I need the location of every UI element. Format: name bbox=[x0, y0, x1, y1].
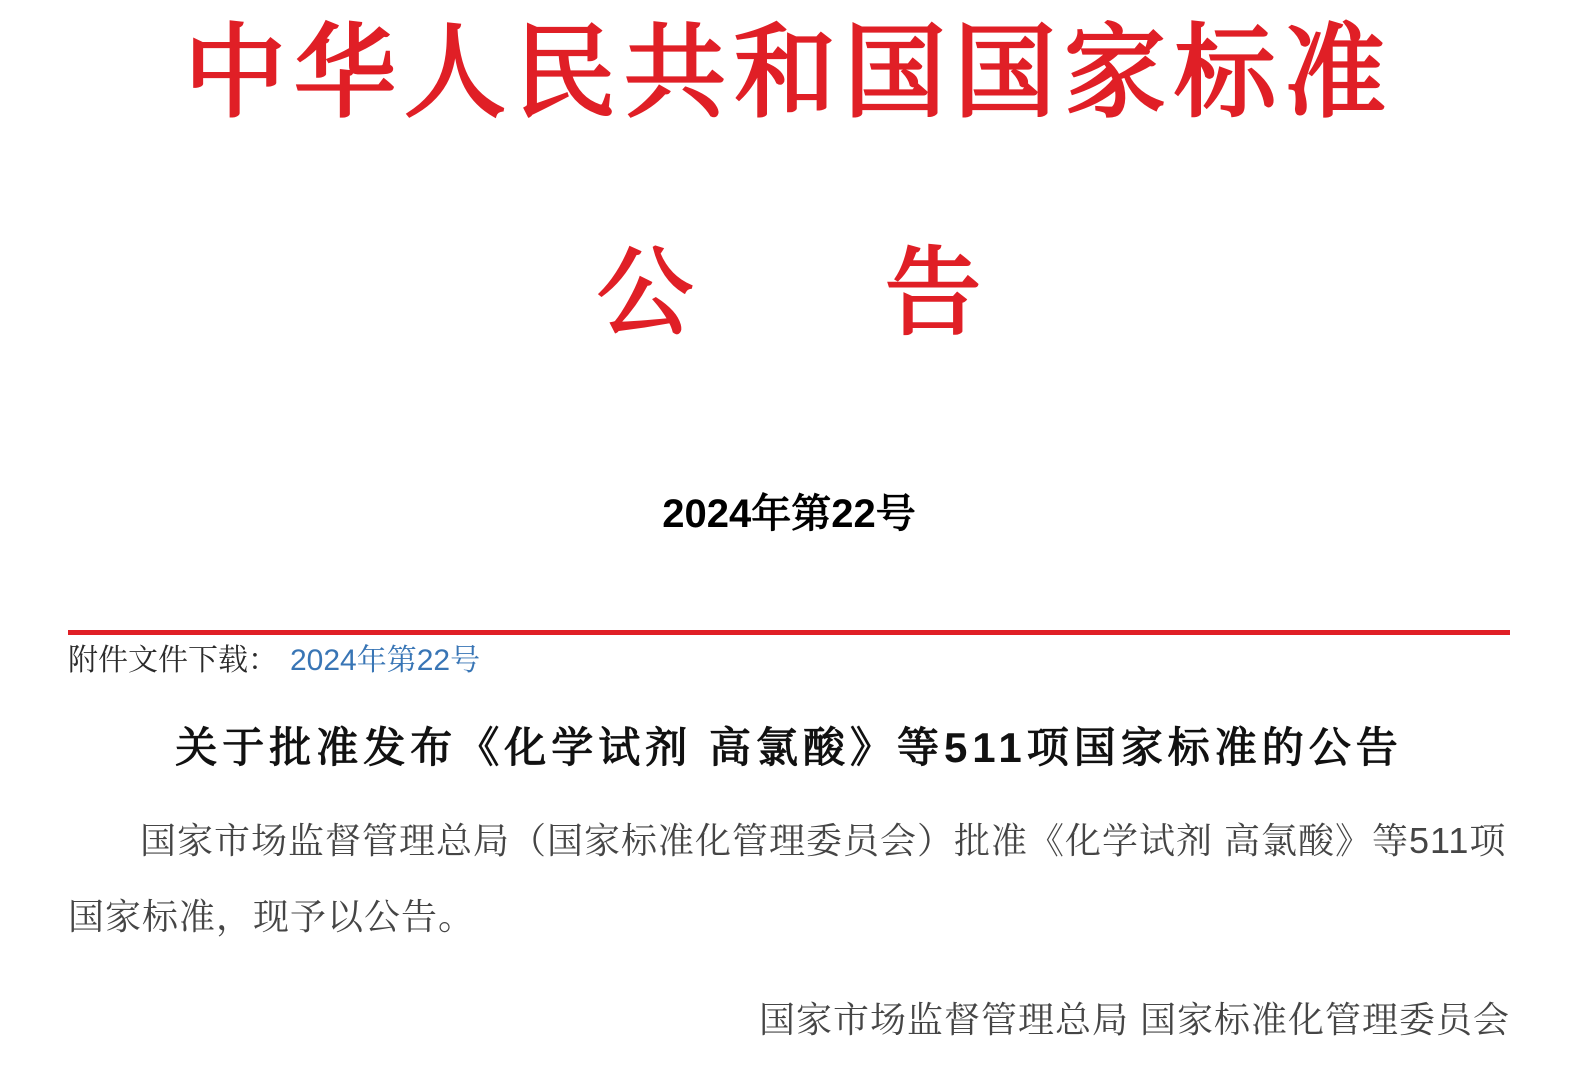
main-title: 中华人民共和国国家标准 bbox=[184, 16, 1394, 130]
notice-title: 关于批准发布《化学试剂 高氯酸》等511项国家标准的公告 bbox=[175, 723, 1403, 771]
divider-line bbox=[68, 630, 1510, 635]
attachment-download-link[interactable]: 2024年第22号 bbox=[290, 644, 481, 677]
signature-line: 国家市场监督管理总局 国家标准化管理委员会 bbox=[758, 999, 1510, 1041]
issue-number: 2024年第22号 bbox=[662, 492, 916, 536]
attachment-row bbox=[68, 644, 1510, 679]
announcement-title: 公 告 bbox=[597, 240, 981, 347]
attachment-download-label: 附件文件下载： bbox=[68, 644, 278, 677]
body-paragraph: 国家市场监督管理总局（国家标准化管理委员会）批准《化学试剂 高氯酸》等511项国家标准，现予以公告。 bbox=[68, 819, 1507, 937]
